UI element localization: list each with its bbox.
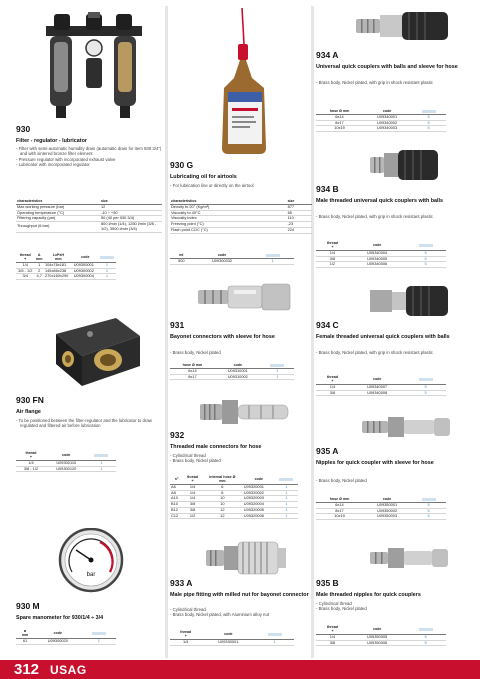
cell: U09320002 [243,490,275,496]
cell: 1/4 [183,490,202,496]
product-code-934c: 934 C [316,320,339,330]
cell: 1/4 [316,251,349,257]
cell: 1 [82,639,116,645]
column-divider [165,6,168,658]
cell: 1/4 [183,485,202,491]
col-header: n° [170,474,183,485]
product-title-930m: Spare manometer for 930/1/4 ÷ 3/4 [16,615,104,621]
cell: 3/8 - 1/2 [16,466,46,472]
product-code-932: 932 [170,430,185,440]
table-row [16,466,116,472]
spec-value: 110 [287,216,312,222]
col-header: code [349,624,405,635]
cell: 1 [255,640,294,646]
cell: 5 [411,503,446,509]
spec-value: 877 [287,205,312,211]
cell: U09300110 [46,461,87,467]
cell: 1/4 [170,640,202,646]
product-title-933a: Male pipe fitting with milled nut for bayonet connector [170,592,309,598]
nipple-935b-image [370,546,450,570]
product-table-930fn [16,450,116,472]
product-code-934a: 934 A [316,50,339,60]
col-header-qty [275,474,298,485]
spec-name: Max working pressure (bar) [16,205,100,211]
brand-logo: USAG [50,663,87,677]
desc-line: - Brass body, Nickel plated, with Aluminium alloy nut [170,612,270,618]
cell: 5 [411,514,446,520]
col-header: thread + [183,474,202,485]
product-desc-930fn [16,418,162,429]
desc-line: - Brass body, Nickel plated [316,606,367,612]
cell: 1/4 [16,263,34,269]
product-title-935b: Male threaded nipples for quick couplers [316,592,421,598]
cell: 3/8 [316,256,349,262]
col-header: thread + [16,252,34,263]
cell: 5 [405,256,446,262]
desc-line: - Cylindrical thread [170,607,206,612]
cell: 10 [202,496,243,502]
cell: 8x17 [316,508,363,514]
cell: 1 [275,496,298,502]
column-middle [170,0,314,660]
cell: 5 [405,251,446,257]
col-header: thread + [316,624,349,635]
product-code-931: 931 [170,320,185,330]
cell: 1/2 [316,262,349,268]
spec-table-930 [16,198,162,233]
product-desc-930g [170,183,314,188]
product-code-935b: 935 B [316,578,339,588]
product-desc-934a [316,80,468,85]
cell: U09340001 [363,115,411,121]
spec-row [170,227,312,233]
col-header: hose Ø mm [170,362,215,369]
col-header: hose Ø mm [316,496,363,503]
product-table-934c [316,374,446,396]
col-header: thread + [16,450,46,461]
spec-value: 12 [100,205,162,211]
male-pipe-fitting-image [206,540,288,576]
desc-line: - Cylindrical thread [316,601,352,606]
product-title-932: Threaded male connectors for hose [170,444,262,450]
cell: 10x19 [316,514,363,520]
cell: 6x14 [170,369,215,375]
col-header-qty [405,624,446,635]
cell: A8 [170,490,183,496]
cell: U09350003 [363,514,411,520]
spec-header: size [100,198,162,205]
cell: 1 [34,263,44,269]
cell: 1 [98,268,116,274]
product-title-934a: Universal quick couplers with balls and sleeve for hose [316,64,458,70]
table-row [170,259,294,265]
cell: 270x160x290 [44,274,73,280]
cell: U09340002 [363,120,411,126]
spec-header: characteristics [170,198,287,205]
cell: 8x17 [170,374,215,380]
cell: U09300120 [46,466,87,472]
cell: U09300020 [34,639,82,645]
product-code-935a: 935 A [316,446,339,456]
table-row [316,640,446,646]
spec-name: Viscosity index [170,216,287,222]
desc-line: - Lubricator with incorporated regulator [16,162,90,168]
product-desc-932 [170,453,314,464]
cell: C12 [170,513,183,519]
col-header: thread + [316,374,349,385]
cell: U09350002 [363,508,411,514]
spec-value: 50 (40 per 930 3/4) [100,216,162,222]
cell: U09330001 [202,640,256,646]
cell: 12 [202,513,243,519]
col-header: internal hose Ø mm [202,474,243,485]
table-row [16,274,116,280]
spec-name: Viscosity to 40°C [170,210,287,216]
desc-line: - Cylindrical thread [170,453,206,458]
cell: U09310001 [215,369,261,375]
quick-coupler-934b-image [370,148,440,182]
product-title-934b: Male threaded universal quick couplers with balls [316,198,444,204]
cell: A10 [170,496,183,502]
cell: 1 [261,374,294,380]
spec-header: characteristics [16,198,100,205]
spec-name: Operating temperature (°C) [16,210,100,216]
table-row [316,262,446,268]
cell: 61 [16,639,34,645]
product-code-930fn: 930 FN [16,395,44,405]
product-title-935a: Nipples for quick coupler with sleeve for hose [316,460,434,466]
desc-line: - Brass body, Nickel plated [316,478,367,483]
cell: 6x14 [316,115,363,121]
spec-value: -23 [287,222,312,228]
cell: 4,7 [34,274,44,280]
column-left [16,0,162,660]
col-header: code [363,108,411,115]
cell: 12 [202,507,243,513]
product-table-935b [316,624,446,646]
product-title-930: Filter - regulator - lubricator [16,138,87,144]
quick-coupler-934a-image [356,10,452,42]
nipple-935a-image [362,414,452,440]
product-code-933a: 933 A [170,578,193,588]
spec-name: Freezing point (°C) [170,222,287,228]
cell: 1 [98,263,116,269]
product-title-930fn: Air flange [16,409,41,415]
cell: U09310002 [215,374,261,380]
spec-value: 800 l/min (1/4), 1250 l/min (3/8 - 1/2), 3500 l/min (3/4) [100,222,162,232]
cell: 5 [405,385,446,391]
product-desc-935b [316,601,468,612]
cell: 3/8 [316,640,349,646]
col-header: code [349,374,405,385]
product-table-933a [170,629,294,646]
col-header: code [363,496,411,503]
cell: 1 [261,369,294,375]
cell: 3/4 [16,274,34,280]
cell: 1/4 [316,635,349,641]
desc-line: - Filter with semi-automatic humidity drain (automatic drain for item 930 3/4") and with sintered bronze filter element [16,146,162,157]
table-row [170,513,298,519]
col-header-qty [87,450,116,461]
desc-line: - Brass body, Nickel plated [170,458,221,464]
product-table-934a [316,108,446,132]
product-code-930: 930 [16,124,31,134]
table-row [170,374,294,380]
cell: U09300032 [193,259,252,265]
product-desc-931 [170,350,314,355]
cell: U09320004 [243,502,275,508]
spec-name: Flash point COC (°C) [170,227,287,233]
cell: 1/4 [16,461,46,467]
col-header: thread + [316,240,349,251]
cell: B10 [170,502,183,508]
cell: U09320003 [243,496,275,502]
product-table-930 [16,252,116,280]
spec-header: size [287,198,312,205]
spec-row [16,222,162,232]
product-table-932 [170,474,298,519]
col-header-qty [405,374,446,385]
spec-value: -10 ÷ +50 [100,210,162,216]
cell: 6 [202,485,243,491]
cell: U09320001 [243,485,275,491]
cell: 3/8 [183,507,202,513]
table-row [316,514,446,520]
air-flange-image [46,312,142,390]
cell: 1 [275,513,298,519]
product-table-935a [316,496,446,520]
cell: 10x19 [316,126,363,132]
cell: U09340006 [349,262,405,268]
product-desc-933a [170,607,314,618]
cell: U09340003 [363,126,411,132]
cell: 3/8 [316,390,349,396]
cell: U09340008 [349,390,405,396]
desc-line: - Pressure regulator with incorporated exhaust valve [16,156,116,162]
spec-name: Density to 20° (Kg/m³) [170,205,287,211]
col-header: code [73,252,98,263]
spec-name: Throughput (6 bar) [16,222,100,232]
spec-table-930g [170,198,312,234]
filter-regulator-lubricator-image [46,12,142,120]
cell: 5 [411,120,446,126]
cell: 1 [87,466,116,472]
bayonet-connector-image [198,278,294,316]
cell: U09300002 [73,268,98,274]
table-row [316,390,446,396]
cell: U09340004 [349,251,405,257]
cell: 5 [405,262,446,268]
col-header-qty [405,240,446,251]
cell: 5 [411,126,446,132]
cell: 104x78x181 [44,263,73,269]
cell: 1 [98,274,116,280]
cell: 1 [275,507,298,513]
col-header-qty [98,252,116,263]
product-desc-934c [316,350,468,355]
product-code-934b: 934 B [316,184,339,194]
table-row [16,639,116,645]
product-code-930m: 930 M [16,601,40,611]
col-header: ml [170,252,193,259]
cell: 3/8 [183,502,202,508]
table-row [316,126,446,132]
product-desc-934b [316,214,468,219]
col-header: code [46,450,87,461]
cell: A6 [170,485,183,491]
page-footer [0,660,480,679]
desc-line: - For lubrication line or directly on the airtool [170,183,254,188]
col-header: hose Ø mm [316,108,363,115]
cell: 1/2 [183,513,202,519]
cell: B12 [170,507,183,513]
product-table-931 [170,362,294,380]
cell: U09300001 [73,263,98,269]
cell: 5 [411,115,446,121]
spec-value: 65 [287,210,312,216]
cell: 1 [275,485,298,491]
cell: 1/4 [183,496,202,502]
cell: U09340007 [349,385,405,391]
cell: 8x17 [316,120,363,126]
col-header: thread + [170,629,202,640]
cell: 5 [405,390,446,396]
cell: U09350006 [349,640,405,646]
cell: U09340005 [349,256,405,262]
product-desc-935a [316,478,468,483]
product-code-930g: 930 G [170,160,194,170]
col-header-qty [255,629,294,640]
product-desc-930 [16,146,162,168]
product-title-931: Bayonet connectors with sleeve for hose [170,334,275,340]
manometer-image [58,528,124,596]
cell: 2 [34,268,44,274]
col-header: code [202,629,256,640]
col-header: LxPxH mm [44,252,73,263]
cell: 1 [275,502,298,508]
desc-line: - To be positioned between the filter-regulator and the lubricator to draw regulated and filtered air before lubrication [16,418,152,429]
product-table-934b [316,240,446,268]
cell: U09320006 [243,513,275,519]
cell: U09350001 [363,503,411,509]
col-header: A mm [36,253,43,261]
desc-line: - Brass body, Nickel plated, with grip in shock resistant plastic [316,214,433,219]
table-row [170,640,294,646]
page-number: 312 [14,661,40,678]
desc-line: - Brass body, Nickel plated, with grip in shock resistant plastic [316,350,433,355]
column-right [316,0,468,660]
col-header: code [193,252,252,259]
cell: 145x86x238 [44,268,73,274]
product-table-930m [16,628,116,645]
oil-bottle-image [220,8,270,156]
cell: 5 [405,640,446,646]
col-header: ø mm [16,628,34,639]
cell: U09320005 [243,507,275,513]
product-title-934c: Female threaded universal quick couplers with balls [316,334,450,340]
cell: 500 [170,259,193,265]
cell: 8 [202,490,243,496]
spec-value: 224 [287,227,312,233]
dial-label: bar [86,572,96,578]
cell: U09300004 [73,274,98,280]
col-header: code [243,474,275,485]
col-header: code [215,362,261,369]
cell: 1 [87,461,116,467]
col-header-qty [82,628,116,639]
cell: 1 [251,259,294,265]
desc-line: - Brass body, Nickel plated, with grip in shock resistant plastic [316,80,433,85]
quick-coupler-934c-image [370,284,450,318]
col-header: code [349,240,405,251]
product-title-930g: Lubricating oil for airtools [170,174,237,180]
cell: 1 [275,490,298,496]
product-table-930g [170,252,294,265]
spec-name: Filtering capacity (µm) [16,216,100,222]
threaded-male-connector-image [200,396,290,428]
cell: U09350005 [349,635,405,641]
col-header: code [34,628,82,639]
cell: 5 [405,635,446,641]
desc-line: - Brass body, Nickel plated [170,350,221,355]
cell: 10 [202,502,243,508]
cell: 5 [411,508,446,514]
cell: 1/4 [316,385,349,391]
cell: 6x14 [316,503,363,509]
cell: 3/8 - 1/2 [16,268,34,274]
